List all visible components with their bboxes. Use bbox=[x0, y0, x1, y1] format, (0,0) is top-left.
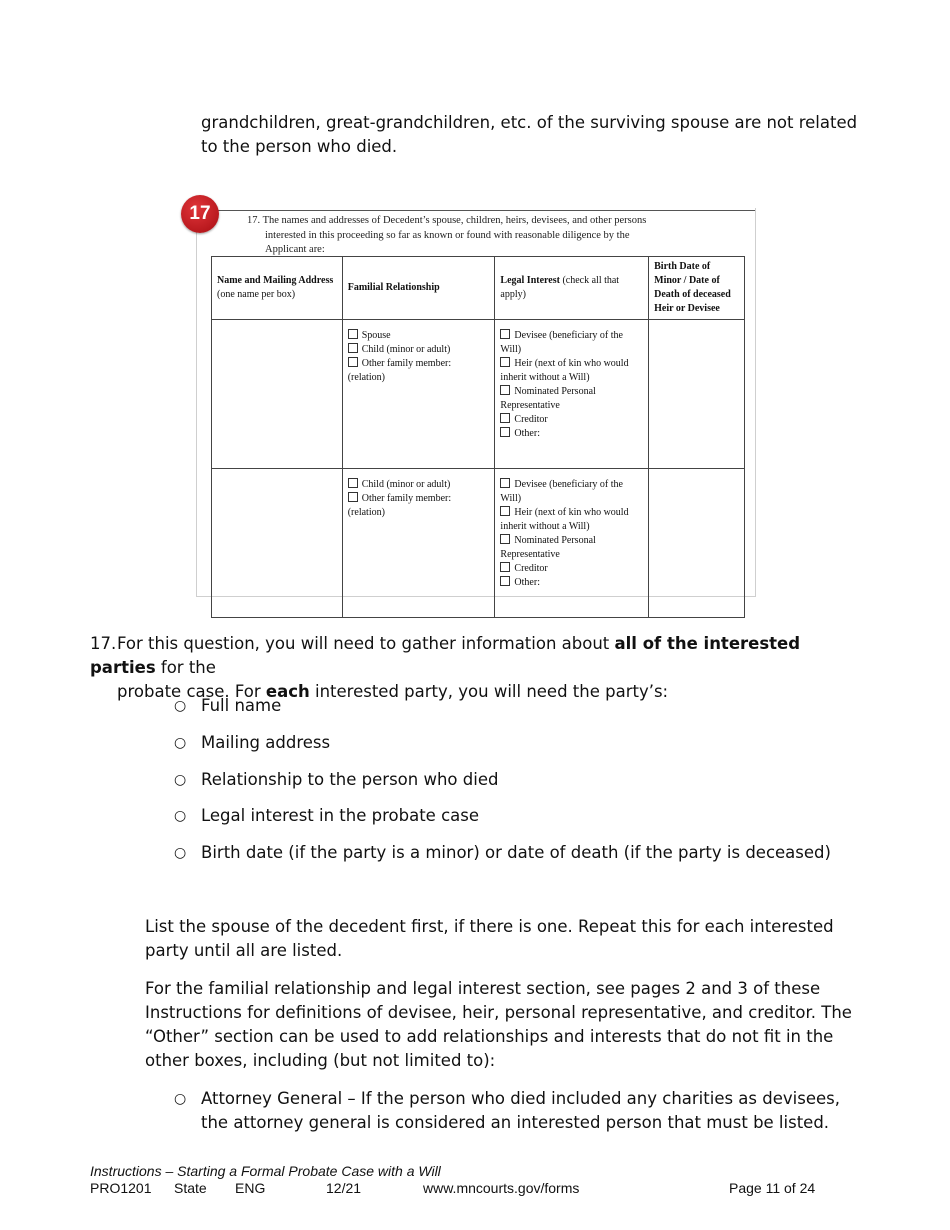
form-question-line3: Applicant are: bbox=[265, 244, 325, 255]
question-number: 17. bbox=[90, 634, 117, 653]
checkbox-creditor bbox=[500, 562, 510, 572]
birth-date-cell bbox=[649, 320, 745, 469]
checkbox-devisee bbox=[500, 329, 510, 339]
spouse-first-paragraph: List the spouse of the decedent first, if there is one. Repeat this for each interested party until all are listed. bbox=[145, 917, 834, 960]
checkbox-nominated-pr bbox=[500, 385, 510, 395]
table-row bbox=[212, 469, 745, 618]
checkbox-heir bbox=[500, 357, 510, 367]
relation-note: (relation) bbox=[347, 507, 385, 518]
interested-parties-table bbox=[211, 256, 745, 618]
question-17-instruction: 17.For this question, you will need to gather information about all of the interested parties for the probate case. For each interested party, you will need the party’s: bbox=[90, 634, 801, 701]
list-item: ○ Mailing address bbox=[174, 731, 831, 768]
footer-form-code: PRO1201 bbox=[90, 1180, 152, 1196]
question-17-badge: 17 bbox=[181, 195, 219, 233]
header-relationship: Familial Relationship bbox=[342, 257, 495, 320]
header-name-address: Name and Mailing Address (one name per box) bbox=[212, 257, 343, 320]
relationship-cell: Child (minor or adult) Other family member: (relation) bbox=[342, 469, 495, 618]
checkbox-child bbox=[348, 343, 358, 353]
checkbox-devisee bbox=[500, 478, 510, 488]
form-question-number: 17. bbox=[247, 215, 261, 226]
footer-title: Instructions – Starting a Formal Probate Case with a Will bbox=[90, 1163, 441, 1179]
checkbox-other-family bbox=[348, 492, 358, 502]
bullet-circle-icon: ○ bbox=[174, 734, 187, 751]
checkbox-spouse bbox=[348, 329, 358, 339]
footer-date: 12/21 bbox=[326, 1180, 362, 1196]
continuation-paragraph: grandchildren, great-grandchildren, etc. of the surviving spouse are not related to the person who died. bbox=[201, 113, 858, 156]
form-top-rule bbox=[213, 210, 755, 211]
bullet-circle-icon: ○ bbox=[174, 808, 187, 825]
required-info-list bbox=[174, 694, 831, 878]
definitions-paragraph: For the familial relationship and legal interest section, see pages 2 and 3 of these Instructions for definitions of devisee, heir, personal representative, and creditor. The “Other” section can be used to add relationships and interests that do not fit in the other boxes, including (but not limited to): bbox=[145, 979, 852, 1070]
list-item: ○ Full name bbox=[174, 694, 831, 731]
bold-interested-parties: all of the interested parties bbox=[90, 634, 801, 677]
list-item: ○ Legal interest in the probate case bbox=[174, 804, 831, 841]
form-question-line2: interested in this proceeding so far as known or found with reasonable diligence by the bbox=[265, 229, 630, 241]
table-header-row bbox=[212, 257, 745, 320]
checkbox-other-family bbox=[348, 357, 358, 367]
footer-state: State bbox=[174, 1180, 207, 1196]
header-legal-interest: Legal Interest (check all that apply) bbox=[495, 257, 649, 320]
checkbox-nominated-pr bbox=[500, 534, 510, 544]
checkbox-other bbox=[500, 427, 510, 437]
form-excerpt-image bbox=[196, 208, 756, 597]
bold-each: each bbox=[265, 682, 310, 701]
form-question-line1: The names and addresses of Decedent’s spouse, children, heirs, devisees, and other persons bbox=[262, 215, 647, 226]
footer-page-number: Page 11 of 24 bbox=[729, 1180, 816, 1196]
bullet-circle-icon: ○ bbox=[174, 1091, 187, 1107]
checkbox-child bbox=[348, 478, 358, 488]
legal-interest-cell: Devisee (beneficiary of the Will) Heir (next of kin who would inherit without a Will) Nominated Personal Representative Creditor Other: bbox=[495, 469, 649, 618]
footer-language: ENG bbox=[235, 1180, 266, 1196]
bullet-circle-icon: ○ bbox=[174, 845, 187, 862]
name-address-cell bbox=[212, 320, 343, 469]
header-birth-date: Birth Date of Minor / Date of Death of deceased Heir or Devisee bbox=[649, 257, 745, 320]
checkbox-creditor bbox=[500, 413, 510, 423]
attorney-general-item: ○ Attorney General – If the person who died included any charities as devisees, the attorney general is considered an interested person that must be listed. bbox=[174, 1087, 854, 1135]
list-item: ○ Relationship to the person who died bbox=[174, 768, 831, 805]
bullet-circle-icon: ○ bbox=[174, 771, 187, 788]
form-question-text bbox=[247, 214, 697, 258]
bullet-circle-icon: ○ bbox=[174, 698, 187, 714]
birth-date-cell bbox=[649, 469, 745, 618]
checkbox-heir bbox=[500, 506, 510, 516]
footer-url: www.mncourts.gov/forms bbox=[423, 1180, 580, 1196]
name-address-cell bbox=[212, 469, 343, 618]
legal-interest-cell: Devisee (beneficiary of the Will) Heir (next of kin who would inherit without a Will) Nominated Personal Representative Creditor Other: bbox=[495, 320, 649, 469]
list-item: ○ Birth date (if the party is a minor) or date of death (if the party is deceased) bbox=[174, 841, 831, 878]
relationship-cell: Spouse Child (minor or adult) Other family member: (relation) bbox=[342, 320, 495, 469]
checkbox-other bbox=[500, 576, 510, 586]
relation-note: (relation) bbox=[347, 372, 385, 383]
table-row bbox=[212, 320, 745, 469]
page-footer bbox=[90, 1163, 830, 1197]
